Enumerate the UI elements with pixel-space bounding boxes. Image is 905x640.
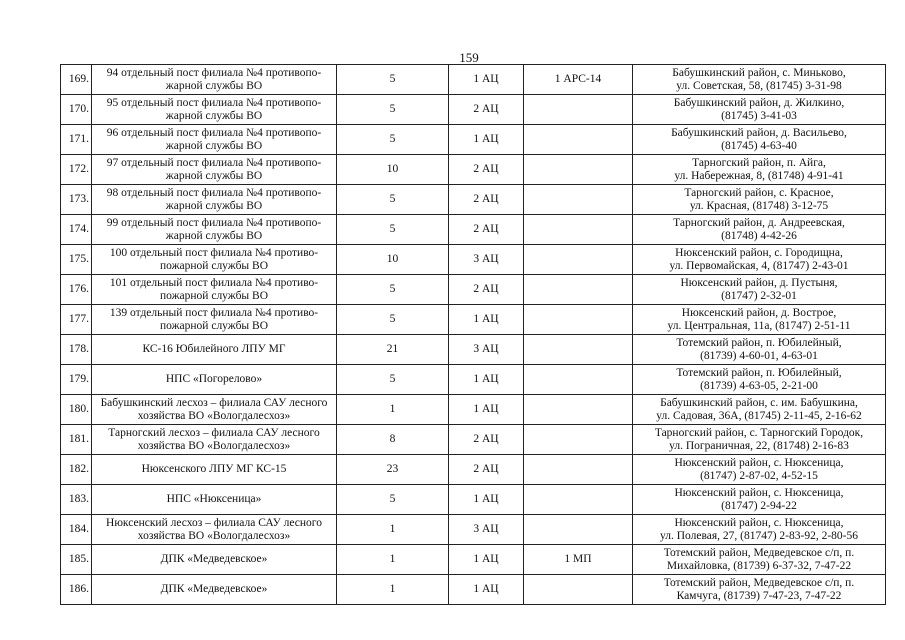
address-line: Тотемский район, Медведевское с/п, п.: [663, 576, 855, 589]
address-line: Нюксенский район, с. Нюксеница,: [674, 456, 844, 469]
personnel-count: 5: [337, 65, 449, 95]
row-number: 172.: [61, 155, 92, 185]
extra-equipment: [524, 245, 633, 275]
address-line: (81739) 4-63-05, 2-21-00: [700, 379, 818, 392]
address-line: Бабушкинский район, с. Миньково,: [672, 66, 846, 79]
row-number: 182.: [61, 455, 92, 485]
address-line: Тотемский район, Медведевское с/п, п.: [663, 546, 855, 559]
row-number: 176.: [61, 275, 92, 305]
unit-name-line: жарной службы ВО: [165, 79, 263, 92]
personnel-count: 5: [337, 275, 449, 305]
unit-name: [92, 305, 337, 335]
table-body: [61, 65, 886, 605]
address-contact: [633, 215, 886, 245]
address-contact: [633, 575, 886, 605]
row-number: 178.: [61, 335, 92, 365]
row-number: 174.: [61, 215, 92, 245]
vehicles: 1 АЦ: [449, 545, 524, 575]
unit-name-line: ДПК «Медведевское»: [160, 553, 268, 565]
address-line: ул. Пограничная, 22, (81748) 2-16-83: [669, 439, 849, 452]
table-row: [61, 455, 886, 485]
unit-name: [92, 155, 337, 185]
vehicles: 2 АЦ: [449, 215, 524, 245]
personnel-count: 8: [337, 425, 449, 455]
personnel-count: 21: [337, 335, 449, 365]
extra-equipment: [524, 455, 633, 485]
unit-name: [92, 335, 337, 365]
unit-name: [92, 275, 337, 305]
row-number: 173.: [61, 185, 92, 215]
extra-equipment: [524, 485, 633, 515]
address-line: ул. Набережная, 8, (81748) 4-91-41: [674, 169, 844, 182]
personnel-count: 1: [337, 545, 449, 575]
address-line: Нюксенский район, с. Городищна,: [675, 246, 843, 259]
extra-equipment: 1 АРС-14: [524, 65, 633, 95]
row-number: 186.: [61, 575, 92, 605]
address-contact: [633, 515, 886, 545]
vehicles: 1 АЦ: [449, 65, 524, 95]
unit-name-line: 97 отдельный пост филиала №4 противопо-: [106, 156, 322, 169]
table-row: [61, 275, 886, 305]
vehicles: 3 АЦ: [449, 515, 524, 545]
unit-name-line: жарной службы ВО: [165, 199, 263, 212]
table-row: [61, 125, 886, 155]
page-number: 159: [459, 50, 479, 65]
table-row: [61, 425, 886, 455]
address-line: Нюксенский район, д. Вострое,: [681, 306, 837, 319]
table-row: [61, 245, 886, 275]
unit-name-line: Нюксенский лесхоз – филиала САУ лесного: [106, 516, 322, 529]
vehicles: 2 АЦ: [449, 275, 524, 305]
extra-equipment: [524, 185, 633, 215]
table-row: [61, 365, 886, 395]
address-line: Камчуга, (81739) 7-47-23, 7-47-22: [676, 589, 842, 602]
unit-name: [92, 245, 337, 275]
address-line: Нюксенский район, д. Пустыня,: [680, 276, 838, 289]
unit-name-line: пожарной службы ВО: [159, 259, 268, 272]
personnel-count: 5: [337, 185, 449, 215]
table-row: [61, 185, 886, 215]
extra-equipment: [524, 335, 633, 365]
unit-name-line: 101 отдельный пост филиала №4 противо-: [109, 276, 319, 289]
extra-equipment: [524, 125, 633, 155]
unit-name-line: хозяйства ВО «Вологдалесхоз»: [137, 409, 291, 422]
address-line: Тарногский район, д. Андреевская,: [673, 216, 845, 229]
personnel-count: 10: [337, 155, 449, 185]
address-line: Михайловка, (81739) 6-37-32, 7-47-22: [666, 559, 852, 572]
personnel-count: 23: [337, 455, 449, 485]
address-contact: [633, 545, 886, 575]
address-contact: [633, 455, 886, 485]
address-line: (81748) 4-42-26: [721, 229, 797, 242]
address-contact: [633, 485, 886, 515]
unit-name-line: 96 отдельный пост филиала №4 противопо-: [106, 126, 322, 139]
table-row: [61, 545, 886, 575]
unit-name-line: Бабушкинский лесхоз – филиала САУ лесного: [100, 396, 328, 409]
units-table: [60, 64, 886, 605]
personnel-count: 1: [337, 395, 449, 425]
extra-equipment: [524, 515, 633, 545]
extra-equipment: [524, 425, 633, 455]
vehicles: 2 АЦ: [449, 185, 524, 215]
vehicles: 2 АЦ: [449, 455, 524, 485]
vehicles: 1 АЦ: [449, 575, 524, 605]
unit-name-line: 100 отдельный пост филиала №4 противо-: [109, 246, 319, 259]
table-row: [61, 395, 886, 425]
address-line: Тотемский район, п. Юбилейный,: [676, 366, 842, 379]
address-contact: [633, 125, 886, 155]
vehicles: 1 АЦ: [449, 305, 524, 335]
address-line: ул. Первомайская, 4, (81747) 2-43-01: [669, 259, 849, 272]
vehicles: 1 АЦ: [449, 365, 524, 395]
vehicles: 1 АЦ: [449, 125, 524, 155]
unit-name: [92, 185, 337, 215]
unit-name: [92, 545, 337, 575]
table-row: [61, 485, 886, 515]
unit-name-line: пожарной службы ВО: [159, 319, 268, 332]
personnel-count: 5: [337, 305, 449, 335]
row-number: 181.: [61, 425, 92, 455]
row-number: 185.: [61, 545, 92, 575]
unit-name: [92, 575, 337, 605]
unit-name-line: Тарногский лесхоз – филиала САУ лесного: [108, 426, 320, 439]
address-line: ул. Садовая, 36А, (81745) 2-11-45, 2-16-62: [656, 409, 862, 422]
address-line: Нюксенский район, с. Нюксеница,: [674, 516, 844, 529]
address-contact: [633, 425, 886, 455]
unit-name: [92, 455, 337, 485]
personnel-count: 5: [337, 215, 449, 245]
address-line: ул. Полевая, 27, (81747) 2-83-92, 2-80-56: [659, 529, 858, 542]
table-row: [61, 95, 886, 125]
address-line: ул. Советская, 58, (81745) 3-31-98: [676, 79, 842, 92]
address-contact: [633, 305, 886, 335]
unit-name-line: 139 отдельный пост филиала №4 противо-: [109, 306, 319, 319]
unit-name-line: 95 отдельный пост филиала №4 противопо-: [106, 96, 322, 109]
address-contact: [633, 275, 886, 305]
table-row: [61, 155, 886, 185]
address-contact: [633, 65, 886, 95]
personnel-count: 5: [337, 365, 449, 395]
unit-name-line: жарной службы ВО: [165, 139, 263, 152]
unit-name: [92, 425, 337, 455]
vehicles: 2 АЦ: [449, 425, 524, 455]
row-number: 184.: [61, 515, 92, 545]
unit-name: [92, 125, 337, 155]
unit-name-line: 94 отдельный пост филиала №4 противопо-: [106, 66, 322, 79]
row-number: 183.: [61, 485, 92, 515]
vehicles: 1 АЦ: [449, 485, 524, 515]
unit-name-line: хозяйства ВО «Вологдалесхоз»: [137, 439, 291, 452]
unit-name-line: 99 отдельный пост филиала №4 противопо-: [106, 216, 322, 229]
unit-name-line: ДПК «Медведевское»: [160, 583, 268, 595]
personnel-count: 5: [337, 125, 449, 155]
address-contact: [633, 155, 886, 185]
address-line: (81747) 2-94-22: [721, 499, 797, 512]
unit-name-line: Нюксенского ЛПУ МГ КС-15: [141, 463, 287, 475]
vehicles: 1 АЦ: [449, 395, 524, 425]
unit-name-line: хозяйства ВО «Вологдалесхоз»: [137, 529, 291, 542]
address-contact: [633, 95, 886, 125]
vehicles: 3 АЦ: [449, 245, 524, 275]
personnel-count: 10: [337, 245, 449, 275]
address-line: ул. Центральная, 11а, (81747) 2-51-11: [667, 319, 851, 332]
unit-name-line: КС-16 Юбилейного ЛПУ МГ: [142, 343, 286, 355]
address-line: Бабушкинский район, д. Васильево,: [671, 126, 847, 139]
address-line: ул. Красная, (81748) 3-12-75: [689, 199, 829, 212]
table-row: [61, 515, 886, 545]
address-contact: [633, 395, 886, 425]
row-number: 177.: [61, 305, 92, 335]
address-contact: [633, 185, 886, 215]
extra-equipment: [524, 155, 633, 185]
unit-name-line: жарной службы ВО: [165, 109, 263, 122]
address-contact: [633, 245, 886, 275]
personnel-count: 5: [337, 485, 449, 515]
address-line: Бабушкинский район, д. Жилкино,: [673, 96, 845, 109]
address-contact: [633, 335, 886, 365]
address-line: (81747) 2-87-02, 4-52-15: [700, 469, 818, 482]
unit-name: [92, 215, 337, 245]
table-row: [61, 305, 886, 335]
table-row: [61, 335, 886, 365]
personnel-count: 5: [337, 95, 449, 125]
address-line: Тотемский район, п. Юбилейный,: [676, 336, 842, 349]
row-number: 175.: [61, 245, 92, 275]
address-contact: [633, 365, 886, 395]
extra-equipment: [524, 365, 633, 395]
unit-name: [92, 65, 337, 95]
row-number: 169.: [61, 65, 92, 95]
address-line: Тарногский район, с. Тарногский Городок,: [654, 426, 864, 439]
unit-name-line: жарной службы ВО: [165, 229, 263, 242]
address-line: (81739) 4-60-01, 4-63-01: [700, 349, 818, 362]
address-line: Тарногский район, с. Красное,: [684, 186, 834, 199]
address-line: (81747) 2-32-01: [721, 289, 797, 302]
extra-equipment: [524, 305, 633, 335]
personnel-count: 1: [337, 575, 449, 605]
unit-name-line: 98 отдельный пост филиала №4 противопо-: [106, 186, 322, 199]
extra-equipment: [524, 95, 633, 125]
unit-name-line: НПС «Нюксеница»: [166, 493, 262, 505]
address-line: Тарногский район, п. Айга,: [692, 156, 826, 169]
extra-equipment: [524, 275, 633, 305]
unit-name: [92, 95, 337, 125]
unit-name-line: НПС «Погорелово»: [165, 373, 263, 385]
unit-name: [92, 485, 337, 515]
vehicles: 3 АЦ: [449, 335, 524, 365]
row-number: 170.: [61, 95, 92, 125]
unit-name: [92, 395, 337, 425]
address-line: (81745) 3-41-03: [721, 109, 797, 122]
extra-equipment: [524, 395, 633, 425]
table-row: [61, 575, 886, 605]
row-number: 179.: [61, 365, 92, 395]
row-number: 171.: [61, 125, 92, 155]
table-row: [61, 215, 886, 245]
unit-name-line: пожарной службы ВО: [159, 289, 268, 302]
extra-equipment: 1 МП: [524, 545, 633, 575]
table-row: [61, 65, 886, 95]
unit-name: [92, 515, 337, 545]
extra-equipment: [524, 215, 633, 245]
address-line: Бабушкинский район, с. им. Бабушкина,: [660, 396, 858, 409]
vehicles: 2 АЦ: [449, 155, 524, 185]
address-line: Нюксенский район, с. Нюксеница,: [674, 486, 844, 499]
vehicles: 2 АЦ: [449, 95, 524, 125]
unit-name-line: жарной службы ВО: [165, 169, 263, 182]
personnel-count: 1: [337, 515, 449, 545]
extra-equipment: [524, 575, 633, 605]
row-number: 180.: [61, 395, 92, 425]
address-line: (81745) 4-63-40: [721, 139, 797, 152]
unit-name: [92, 365, 337, 395]
